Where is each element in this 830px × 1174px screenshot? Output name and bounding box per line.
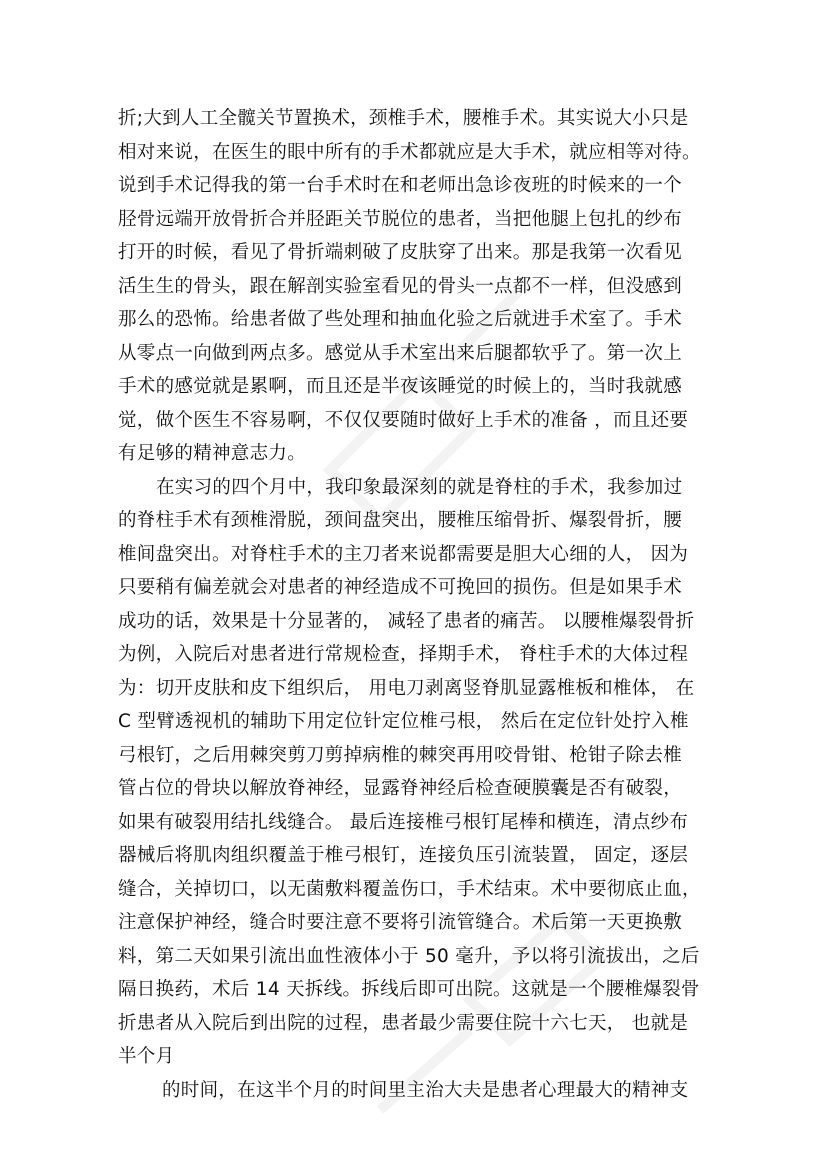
body-text <box>118 102 718 1107</box>
text-line: C 型臂透视机的辅助下用定位针定位椎弓根， 然后在定位针处拧入椎 <box>118 711 689 732</box>
text-line: 胫骨远端开放骨折合并胫距关节脱位的患者，当把他腿上包扎的纱布 <box>118 208 683 230</box>
text-line: 在实习的四个月中，我印象最深刻的就是脊柱的手术，我参加过 <box>156 476 683 498</box>
text-line: 那么的恐怖。给患者做了些处理和抽血化验之后就进手术室了。手术 <box>118 309 683 330</box>
text-line: 的时间，在这半个月的时间里主治大夫是患者心理最大的精神支 <box>162 1079 689 1101</box>
text-line: 从零点一向做到两点多。感觉从手术室出来后腿都软乎了。第一次上 <box>118 342 683 364</box>
text-line: 为例，入院后对患者进行常规检查，择期手术， 脊柱手术的大体过程 <box>118 644 689 665</box>
text-line: 料，第二天如果引流出血性液体小于 50 毫升，予以将引流拔出，之后 <box>118 945 700 967</box>
text-line: 只要稍有偏差就会对患者的神经造成不可挽回的损伤。但是如果手术 <box>118 577 683 598</box>
text-line: 注意保护神经，缝合时要注意不要将引流管缝合。术后第一天更换敷 <box>118 912 683 933</box>
text-line: 有足够的精神意志力。 <box>118 443 307 464</box>
text-line: 隔日换药，术后 14 天拆线。拆线后即可出院。这就是一个腰椎爆裂骨 <box>118 979 700 1000</box>
text-line: 说到手术记得我的第一台手术时在和老师出急诊夜班的时候来的一个 <box>118 175 683 196</box>
text-line: 弓根钉，之后用棘突剪刀剪掉病椎的棘突再用咬骨钳、枪钳子除去椎 <box>118 744 683 766</box>
text-line: 缝合，关掉切口，以无菌敷料覆盖伤口，手术结束。术中要彻底止血， <box>118 878 701 900</box>
text-line: 折患者从入院后到出院的过程，患者最少需要住院十六七天， 也就是 <box>118 1012 689 1034</box>
text-line: 半个月 <box>118 1046 175 1067</box>
text-line: 折;大到人工全髋关节置换术，颈椎手术，腰椎手术。其实说大小只是 <box>118 108 689 129</box>
text-line: 手术的感觉就是累啊，而且还是半夜该睡觉的时候上的，当时我就感 <box>118 376 683 397</box>
text-line: 打开的时候，看见了骨折端刺破了皮肤穿了出来。那是我第一次看见 <box>118 242 683 263</box>
text-line: 为：切开皮肤和皮下组织后， 用电刀剥离竖脊肌显露椎板和椎体， 在 <box>118 677 695 699</box>
text-line: 相对来说，在医生的眼中所有的手术都就应是大手术，就应相等对待。 <box>118 141 701 163</box>
text-line: 器械后将肌肉组织覆盖于椎弓根钉，连接负压引流装置， 固定，逐层 <box>118 845 689 866</box>
text-line: 成功的话，效果是十分显著的， 减轻了患者的痛苦。 以腰椎爆裂骨折 <box>118 610 695 632</box>
text-line: 管占位的骨块以解放脊神经，显露脊神经后检查硬膜囊是否有破裂， <box>118 778 683 799</box>
text-line: 的脊柱手术有颈椎滑脱，颈间盘突出，腰椎压缩骨折、爆裂骨折，腰 <box>118 510 683 531</box>
text-line: 觉，做个医生不容易啊，不仅仅要随时做好上手术的准备 ，而且还要 <box>118 409 689 431</box>
text-line: 活生生的骨头，跟在解剖实验室看见的骨头一点都不一样，但没感到 <box>118 275 683 297</box>
text-line: 椎间盘突出。对脊柱手术的主刀者来说都需要是胆大心细的人， 因为 <box>118 543 689 565</box>
text-line: 如果有破裂用结扎线缝合。 最后连接椎弓根钉尾棒和横连，清点纱布 <box>118 811 689 833</box>
